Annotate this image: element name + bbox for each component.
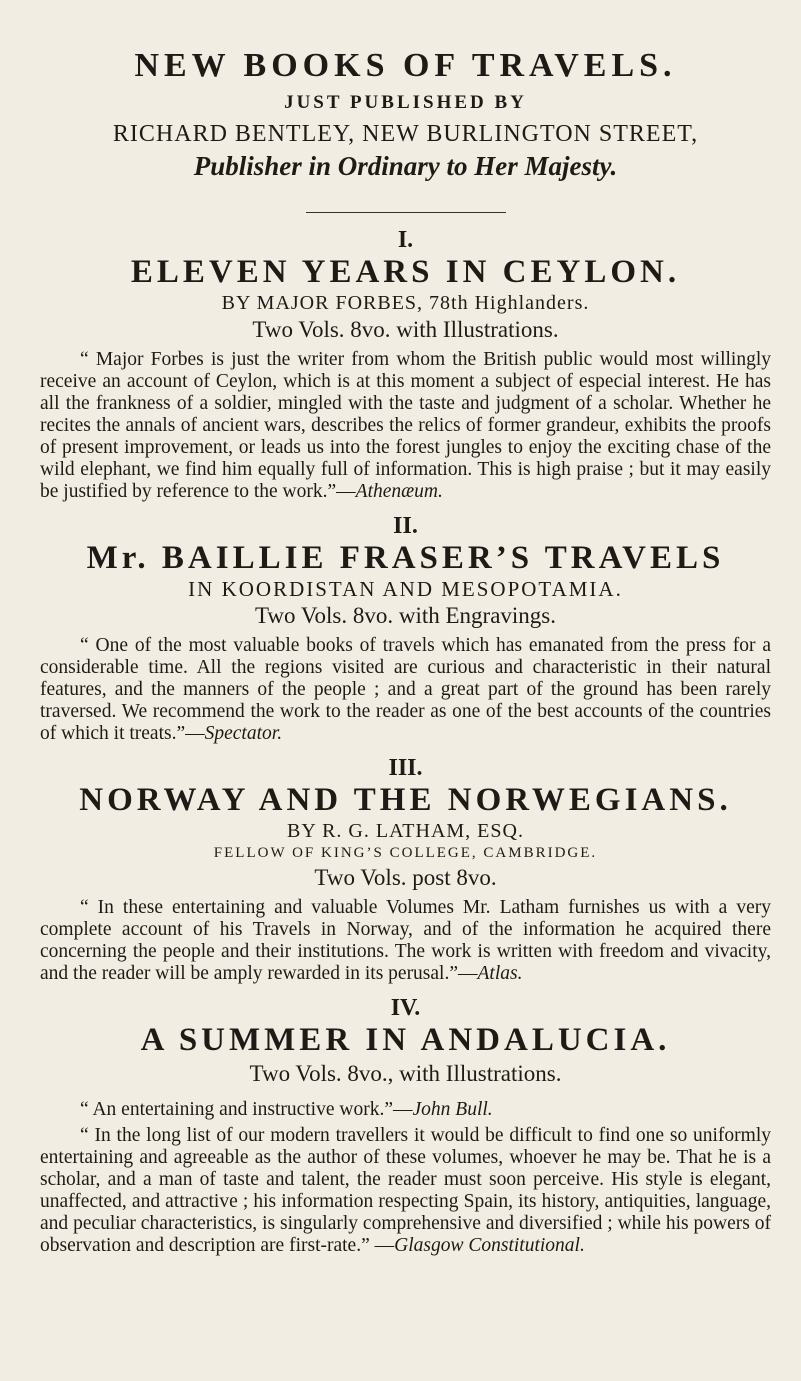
book-number: II.: [393, 513, 418, 539]
book-volumes: Two Vols. 8vo., with Illustrations.: [249, 1061, 562, 1086]
book-entry-4: [40, 995, 771, 1257]
book-volumes: Two Vols. post 8vo.: [314, 865, 497, 890]
book-title: Mr. BAILLIE FRASER’S TRAVELS: [86, 540, 725, 576]
quote-text: “ An entertaining and instructive work.”—: [80, 1099, 413, 1120]
review-quote: [40, 1125, 771, 1257]
review-source: Glasgow Constitutional.: [394, 1235, 585, 1256]
book-number: IV.: [390, 995, 421, 1021]
book-title: A SUMMER IN ANDALUCIA.: [140, 1022, 671, 1058]
book-number: III.: [388, 755, 423, 781]
review-source: Spectator.: [204, 723, 283, 744]
quote-text: “ In the long list of our modern travellers it would be difficult to find one so uniformly entertaining and agreeable as the author of these volumes, whoever he may be. That he is a scholar, and a man of taste and talent, the reader must soon perceive. His style is elegant, unaffected, and attractive ; his information respecting Spain, its history, antiquities, language, and peculiar characteristics, is singularly comprehensive and diversified ; while his powers of observation and description are first-rate.” —: [40, 1125, 771, 1256]
book-volumes: Two Vols. 8vo. with Engravings.: [254, 603, 557, 628]
review-quote: [40, 635, 771, 745]
book-entry-2: [40, 513, 771, 745]
quote-text: “ In these entertaining and valuable Volumes Mr. Latham furnishes us with a very complete account of his Travels in Norway, and of the information he acquired there concerning the people and their institutions. The work is written with freedom and vivacity, and the reader will be amply rewarded in its perusal.”—: [40, 897, 771, 984]
book-entry-1: [40, 227, 771, 503]
book-entry-3: [40, 755, 771, 985]
quote-text: “ One of the most valuable books of travels which has emanated from the press for a considerable time. All the regions visited are curious and characteristic in their natural features, and the manners of the people ; and a great part of the ground has been rarely traversed. We recommend the work to the reader as one of the best accounts of the countries of which it treats.”—: [40, 635, 771, 744]
appointment-line: Publisher in Ordinary to Her Majesty.: [193, 151, 618, 181]
book-volumes: Two Vols. 8vo. with Illustrations.: [252, 317, 559, 342]
review-quote: [40, 349, 771, 503]
book-subtitle: IN KOORDISTAN AND MESOPOTAMIA.: [188, 577, 623, 601]
page-title: NEW BOOKS OF TRAVELS.: [134, 47, 677, 84]
quote-text: “ Major Forbes is just the writer from whom the British public would most willingly receive an account of Ceylon, which is at this moment a subject of especial interest. He has all the frankness of a soldier, mingled with the taste and judgment of a scholar. Whether he recites the annals of ancient wars, describes the relics of former grandeur, exhibits the proofs of present improvement, or leads us into the forest jungles to enjoy the exciting chase of the wild elephant, we find him equally full of information. This is high praise ; but it may easily be justified by reference to the work.”—: [40, 349, 771, 502]
review-quote: [40, 1099, 771, 1121]
masthead: [40, 0, 771, 213]
divider-rule: [306, 212, 506, 213]
review-source: John Bull.: [412, 1099, 493, 1120]
publisher-line: RICHARD BENTLEY, NEW BURLINGTON STREET,: [112, 121, 699, 147]
book-author: BY R. G. LATHAM, ESQ.: [287, 820, 524, 842]
review-quote: [40, 897, 771, 985]
book-number: I.: [397, 227, 414, 253]
book-title: ELEVEN YEARS IN CEYLON.: [130, 254, 681, 290]
review-source: Atlas.: [477, 963, 523, 984]
book-title: NORWAY AND THE NORWEGIANS.: [79, 782, 732, 818]
just-published-line: JUST PUBLISHED BY: [284, 92, 527, 113]
book-author: BY MAJOR FORBES, 78th Highlanders.: [221, 292, 590, 314]
review-source: Athenæum.: [355, 481, 443, 502]
author-affiliation: FELLOW OF KING’S COLLEGE, CAMBRIDGE.: [213, 845, 598, 861]
